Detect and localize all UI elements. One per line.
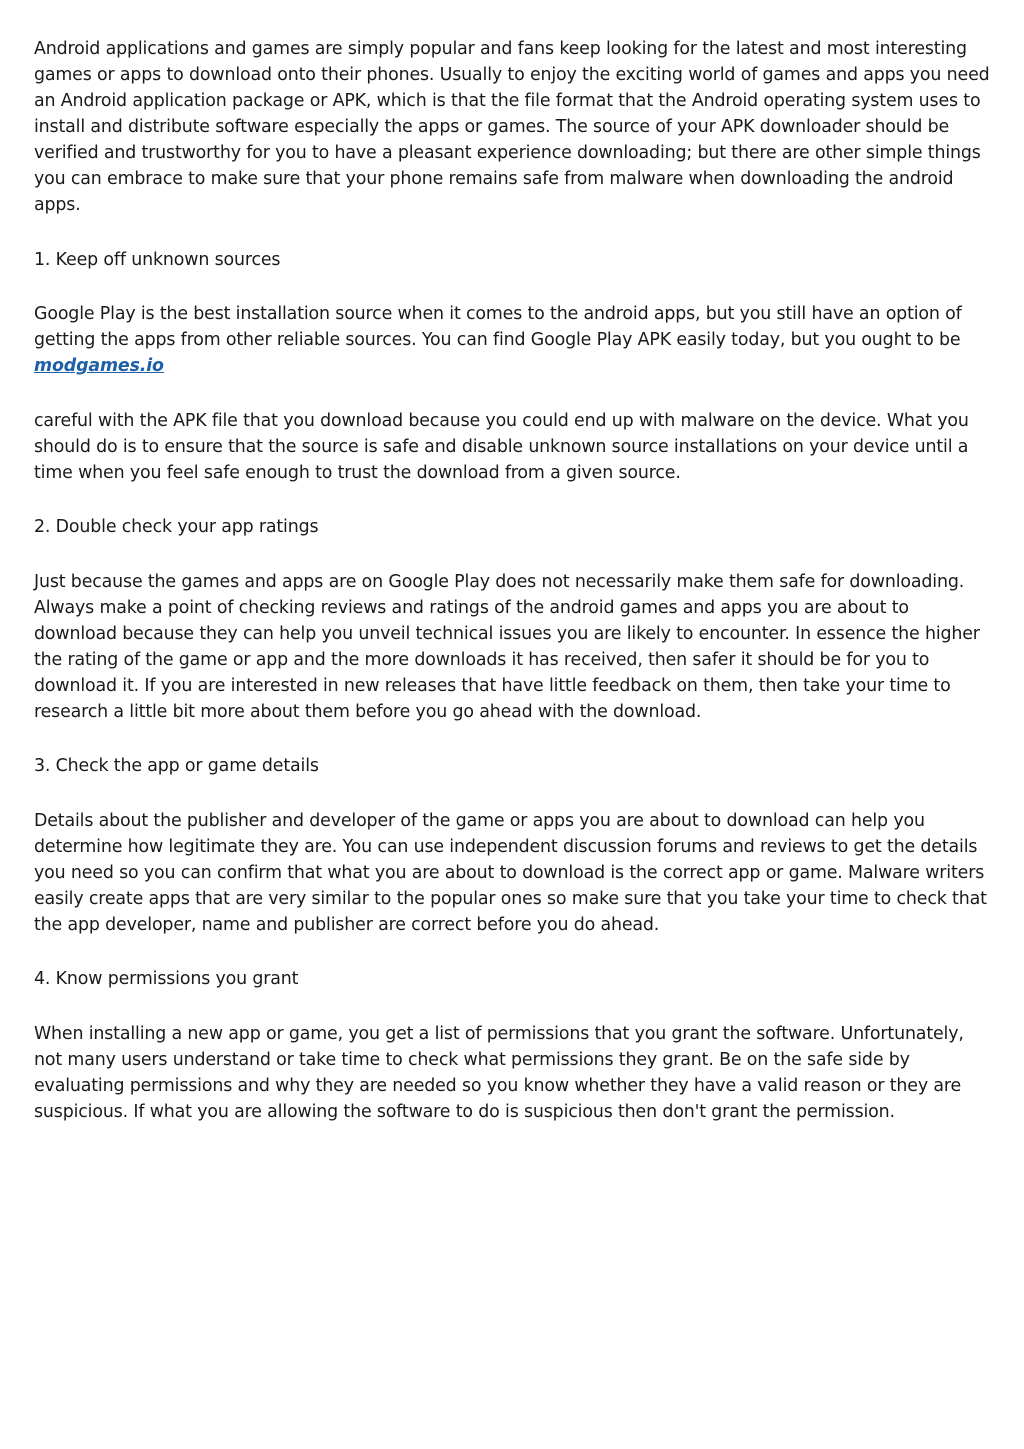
- section-heading-3: 3. Check the app or game details: [34, 756, 319, 776]
- section-heading-2: 2. Double check your app ratings: [34, 517, 319, 537]
- section-heading-4: 4. Know permissions you grant: [34, 969, 299, 989]
- section-4-paragraph: When installing a new app or game, you get a list of permissions that you grant the software. Unfortunately, not many users understand or take time to check what permissions they grant. Be on the safe side by evaluating permissions and why they are needed so you know whether they have a valid reason or they are suspicious. If what you are allowing the software to do is suspicious then don't grant the permission.: [34, 1023, 964, 1122]
- intro-paragraph: Android applications and games are simply popular and fans keep looking for the latest and most interesting games or apps to download onto their phones. Usually to enjoy the exciting world of games and apps you need an Android application package or APK, which is that the file format that the Android operating system uses to install and distribute software especially the apps or games. The source of your APK downloader should be verified and trustworthy for you to have a pleasant experience downloading; but there are other simple things you can embrace to make sure that your phone remains safe from malware when downloading the android apps.: [34, 39, 990, 215]
- modgames-link[interactable]: modgames.io: [34, 356, 164, 376]
- document-body: [34, 36, 994, 1153]
- section-1-paragraph-2: careful with the APK file that you download because you could end up with malware on the device. What you should do is to ensure that the source is safe and disable unknown source installations on your device until a time when you feel safe enough to trust the download from a given source.: [34, 410, 969, 483]
- section-1-paragraph-1-text: Google Play is the best installation source when it comes to the android apps, but you still have an option of getting the apps from other reliable sources. You can find Google Play APK easily today, but you ought to be: [34, 304, 962, 350]
- section-1-paragraph-1: [34, 301, 994, 379]
- section-3-paragraph: Details about the publisher and developer of the game or apps you are about to download can help you determine how legitimate they are. You can use independent discussion forums and reviews to get the details you need so you can confirm that what you are about to download is the correct app or game. Malware writers easily create apps that are very similar to the popular ones so make sure that you take your time to check that the app developer, name and publisher are correct before you do ahead.: [34, 810, 987, 935]
- section-2-paragraph: Just because the games and apps are on Google Play does not necessarily make them safe for downloading. Always make a point of checking reviews and ratings of the android games and apps you are about to download because they can help you unveil technical issues you are likely to encounter. In essence the higher the rating of the game or app and the more downloads it has received, then safer it should be for you to download it. If you are interested in new releases that have little feedback on them, then take your time to research a little bit more about them before you go ahead with the download.: [34, 571, 980, 722]
- section-heading-1: 1. Keep off unknown sources: [34, 249, 281, 270]
